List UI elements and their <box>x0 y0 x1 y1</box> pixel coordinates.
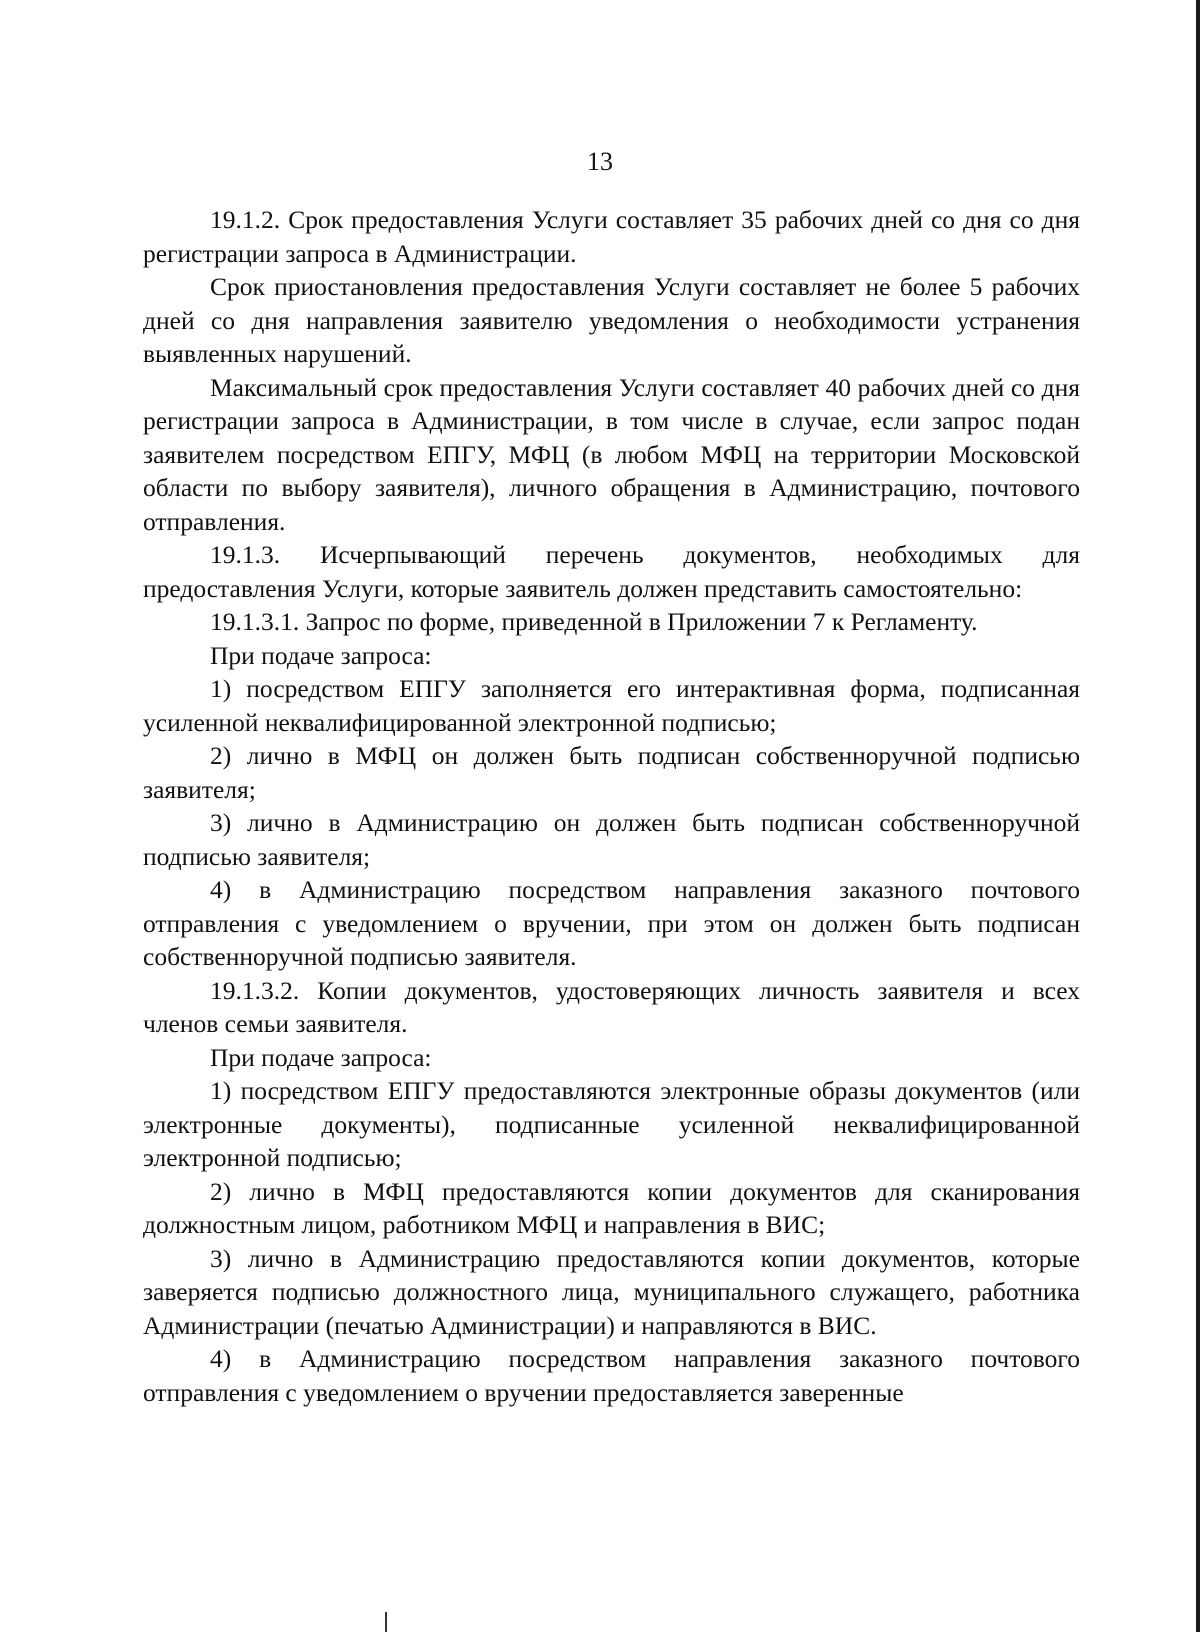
paragraph: Срок приостановления предоставления Услуги составляет не более 5 рабочих дней со дня направления заявителю уведомления о необходимости устранения выявленных нарушений. <box>143 272 1080 368</box>
list-item: 3) лично в Администрацию он должен быть подписан собственноручной подписью заявителя; <box>143 808 1080 871</box>
paragraph: При подаче запроса: <box>210 640 432 670</box>
paragraph: 19.1.3. Исчерпывающий перечень документов, необходимых для предоставления Услуги, которые заявитель должен представить самостоятельно: <box>143 540 1080 603</box>
list-item: 4) в Администрацию посредством направления заказного почтового отправления с уведомлением о вручении предоставляется заверенные <box>143 1344 1080 1407</box>
paragraph: 19.1.2. Срок предоставления Услуги составляет 35 рабочих дней со дня со дня регистрации запроса в Администрации. <box>143 205 1080 268</box>
paragraph: Максимальный срок предоставления Услуги составляет 40 рабочих дней со дня регистрации запроса в Администрации, в том числе в случае, если запрос подан заявителем посредством ЕПГУ, МФЦ (в любом МФЦ на территории Московской области по выбору заявителя), личного обращения в Администрацию, почтового отправления. <box>143 372 1080 536</box>
list-item: 3) лично в Администрацию предоставляются копии документов, которые заверяется подписью должностного лица, муниципального служащего, работника Администрации (печатью Администрации) и направляются в ВИС. <box>143 1243 1080 1340</box>
list-item: 1) посредством ЕПГУ заполняется его интерактивная форма, подписанная усиленной неквалифицированной электронной подписью; <box>143 674 1080 737</box>
document-body <box>143 203 1080 1409</box>
page-number: 13 <box>587 147 613 176</box>
paragraph: 19.1.3.2. Копии документов, удостоверяющих личность заявителя и всех членов семьи заявителя. <box>143 975 1080 1038</box>
list-item: 1) посредством ЕПГУ предоставляются электронные образы документов (или электронные документы), подписанные усиленной неквалифицированной электронной подписью; <box>143 1076 1080 1172</box>
scan-mark <box>385 1612 387 1632</box>
paragraph: 19.1.3.1. Запрос по форме, приведенной в Приложении 7 к Регламенту. <box>210 607 978 636</box>
list-item: 2) лично в МФЦ он должен быть подписан собственноручной подписью заявителя; <box>143 741 1080 804</box>
list-item: 2) лично в МФЦ предоставляются копии документов для сканирования должностным лицом, работником МФЦ и направления в ВИС; <box>143 1176 1080 1239</box>
paragraph: При подаче запроса: <box>210 1042 432 1072</box>
scan-border <box>1196 0 1200 1632</box>
list-item: 4) в Администрацию посредством направления заказного почтового отправления с уведомлением о вручении, при этом он должен быть подписан собственноручной подписью заявителя. <box>143 875 1080 971</box>
